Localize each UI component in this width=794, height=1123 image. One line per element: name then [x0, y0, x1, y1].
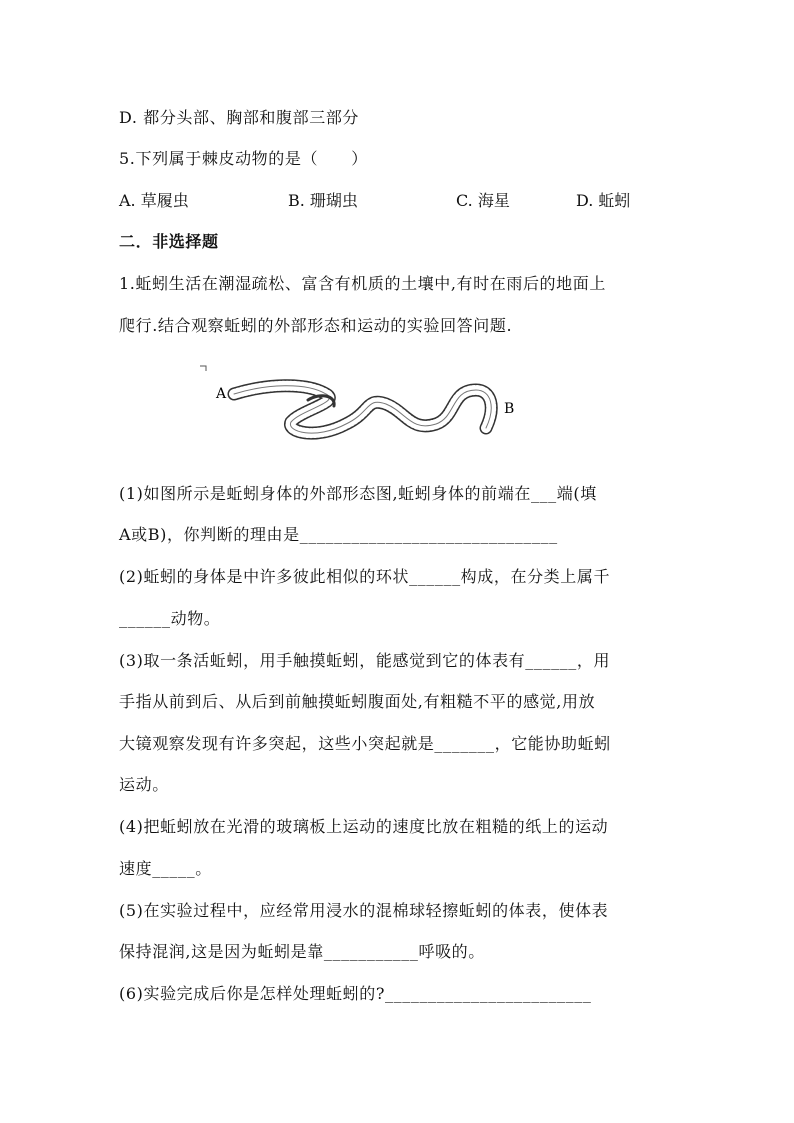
- sub-question-4-line-2: 速度_____。: [119, 859, 212, 878]
- sub-question-1-line-2: A或B)，你判断的理由是______________________________: [119, 525, 558, 544]
- section-heading: 二．非选择题: [119, 232, 219, 251]
- sub-question-5-line-2: 保持混润,这是因为蚯蚓是靠___________呼吸的。: [119, 942, 485, 961]
- question-1-line-2: 爬行.结合观察蚯蚓的外部形态和运动的实验回答问题.: [119, 316, 513, 335]
- sub-question-2-line-2: ______动物。: [119, 609, 221, 628]
- earthworm-figure: [196, 362, 536, 450]
- label-b: B: [504, 401, 515, 417]
- question-1-line-1: 1.蚯蚓生活在潮湿疏松、富含有机质的土壤中,有时在雨后的地面上: [119, 274, 606, 293]
- sub-question-3-line-4: 运动。: [119, 775, 169, 794]
- option-d-line: D. 都分头部、胸部和腹部三部分: [119, 108, 360, 127]
- option-d: D. 蚯蚓: [576, 191, 631, 210]
- sub-question-4-line-1: (4)把蚯蚓放在光滑的玻璃板上运动的速度比放在粗糙的纸上的运动: [119, 817, 609, 836]
- sub-question-2-line-1: (2)蚯蚓的身体是中许多彼此相似的环状______构成，在分类上属千: [119, 567, 611, 586]
- corner-mark: [200, 366, 206, 371]
- question-5: 5.下列属于棘皮动物的是（ ）: [119, 149, 368, 168]
- option-c: C. 海星: [456, 191, 510, 210]
- sub-question-3-line-3: 大镜观察发现有许多突起，这些小突起就是_______，它能协助蚯蚓: [119, 734, 611, 753]
- sub-question-1-line-1: (1)如图所示是蚯蚓身体的外部形态图,蚯蚓身体的前端在___端(填: [119, 484, 597, 503]
- option-b: B. 珊瑚虫: [288, 191, 358, 210]
- earthworm-body: [234, 386, 491, 433]
- sub-question-6-line-1: (6)实验完成后你是怎样处理蚯蚓的?________________________: [119, 984, 592, 1003]
- sub-question-5-line-1: (5)在实验过程中，应经常用浸水的混棉球轻擦蚯蚓的体表，使体表: [119, 901, 609, 920]
- label-a: A: [216, 386, 227, 402]
- option-a: A. 草履虫: [119, 191, 189, 210]
- sub-question-3-line-1: (3)取一条活蚯蚓，用手触摸蚯蚓，能感觉到它的体表有______，用: [119, 651, 611, 670]
- sub-question-3-line-2: 手指从前到后、从后到前触摸蚯蚓腹面处,有粗糙不平的感觉,用放: [119, 692, 596, 711]
